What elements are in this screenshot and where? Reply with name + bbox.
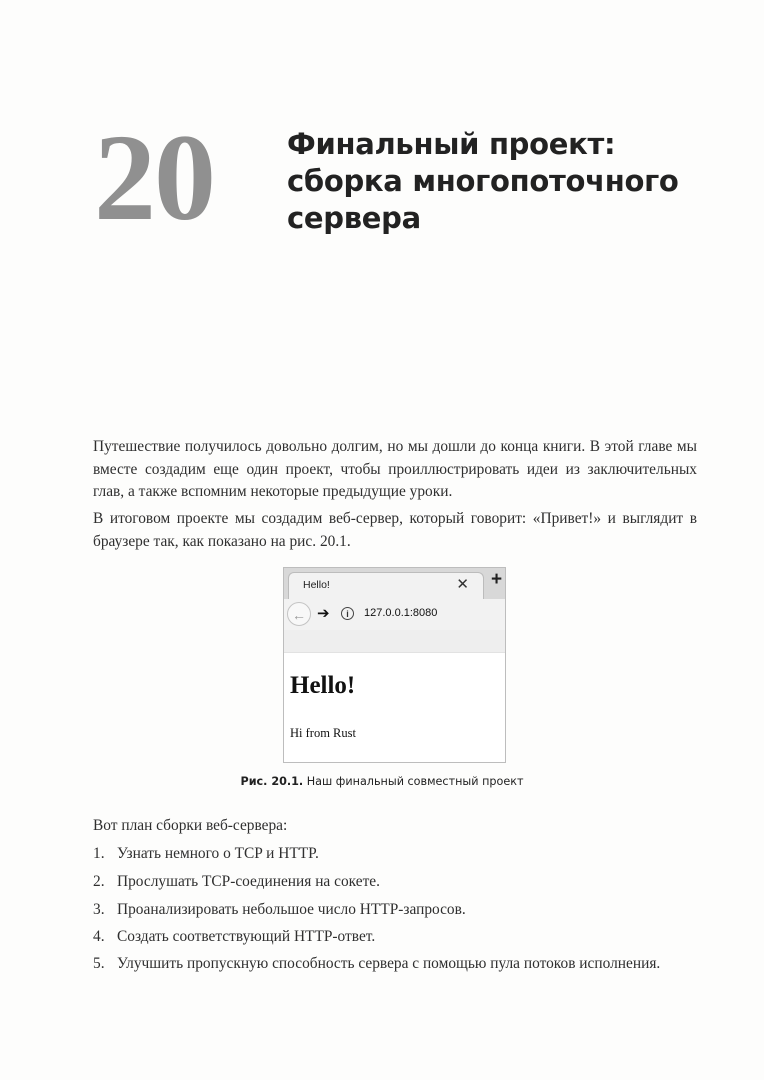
list-item-number: 5.: [93, 955, 105, 972]
chapter-title-line-2: сборка многопоточного: [287, 164, 679, 198]
figure-caption-label: Рис. 20.1.: [240, 775, 304, 788]
intro-paragraph-2: В итоговом проекте мы создадим веб-сервер, который говорит: «Привет!» и выглядит в браузере так, как показано на рис. 20.1.: [93, 510, 697, 550]
intro-paragraph-1: Путешествие получилось довольно долгим, но мы дошли до конца книги. В этой главе мы вместе создадим еще один проект, чтобы проиллюстрировать идеи из заключительных глав, а также вспомним некоторые предыдущие уроки.: [93, 438, 697, 500]
list-item: [93, 926, 697, 949]
browser-tab[interactable]: [288, 572, 484, 599]
plan-intro: Вот план сборки веб-сервера:: [93, 817, 288, 834]
figure-caption: [0, 775, 764, 788]
list-item-text: Улучшить пропускную способность сервера с помощью пула потоков исполнения.: [117, 955, 661, 972]
list-item-text: Узнать немного о TCP и HTTP.: [117, 845, 319, 862]
new-tab-icon[interactable]: +: [491, 569, 503, 590]
back-arrow-icon[interactable]: ←: [287, 602, 311, 626]
list-item-number: 3.: [93, 901, 105, 918]
list-item: [93, 871, 697, 894]
list-item-text: Прослушать TCP-соединения на сокете.: [117, 873, 380, 890]
chapter-title-line-3: сервера: [287, 201, 421, 235]
browser-tab-bar: [284, 568, 505, 599]
browser-tab-title: Hello!: [303, 579, 330, 591]
list-item: [93, 843, 697, 866]
list-item-number: 4.: [93, 928, 105, 945]
browser-toolbar: [284, 599, 505, 630]
figure-caption-text: Наш финальный совместный проект: [306, 775, 524, 788]
list-item: [93, 953, 697, 976]
chapter-title-line-1: Финальный проект:: [287, 127, 616, 161]
browser-screenshot-figure: [283, 567, 506, 763]
forward-arrow-icon[interactable]: ➔: [317, 605, 330, 622]
list-item-number: 2.: [93, 873, 105, 890]
browser-bookmark-bar: [284, 630, 505, 653]
address-bar-url[interactable]: 127.0.0.1:8080: [364, 607, 438, 619]
list-item-number: 1.: [93, 845, 105, 862]
list-item-text: Создать соответствующий HTTP-ответ.: [117, 928, 376, 945]
list-item: [93, 899, 697, 922]
page-text: Hi from Rust: [290, 726, 356, 740]
close-icon[interactable]: ✕: [456, 576, 469, 593]
list-item-text: Проанализировать небольшое число HTTP-запросов.: [117, 901, 466, 918]
chapter-number: 20: [94, 109, 214, 246]
page-heading: Hello!: [290, 672, 356, 699]
info-icon[interactable]: i: [341, 607, 354, 620]
chapter-title: [287, 126, 727, 237]
